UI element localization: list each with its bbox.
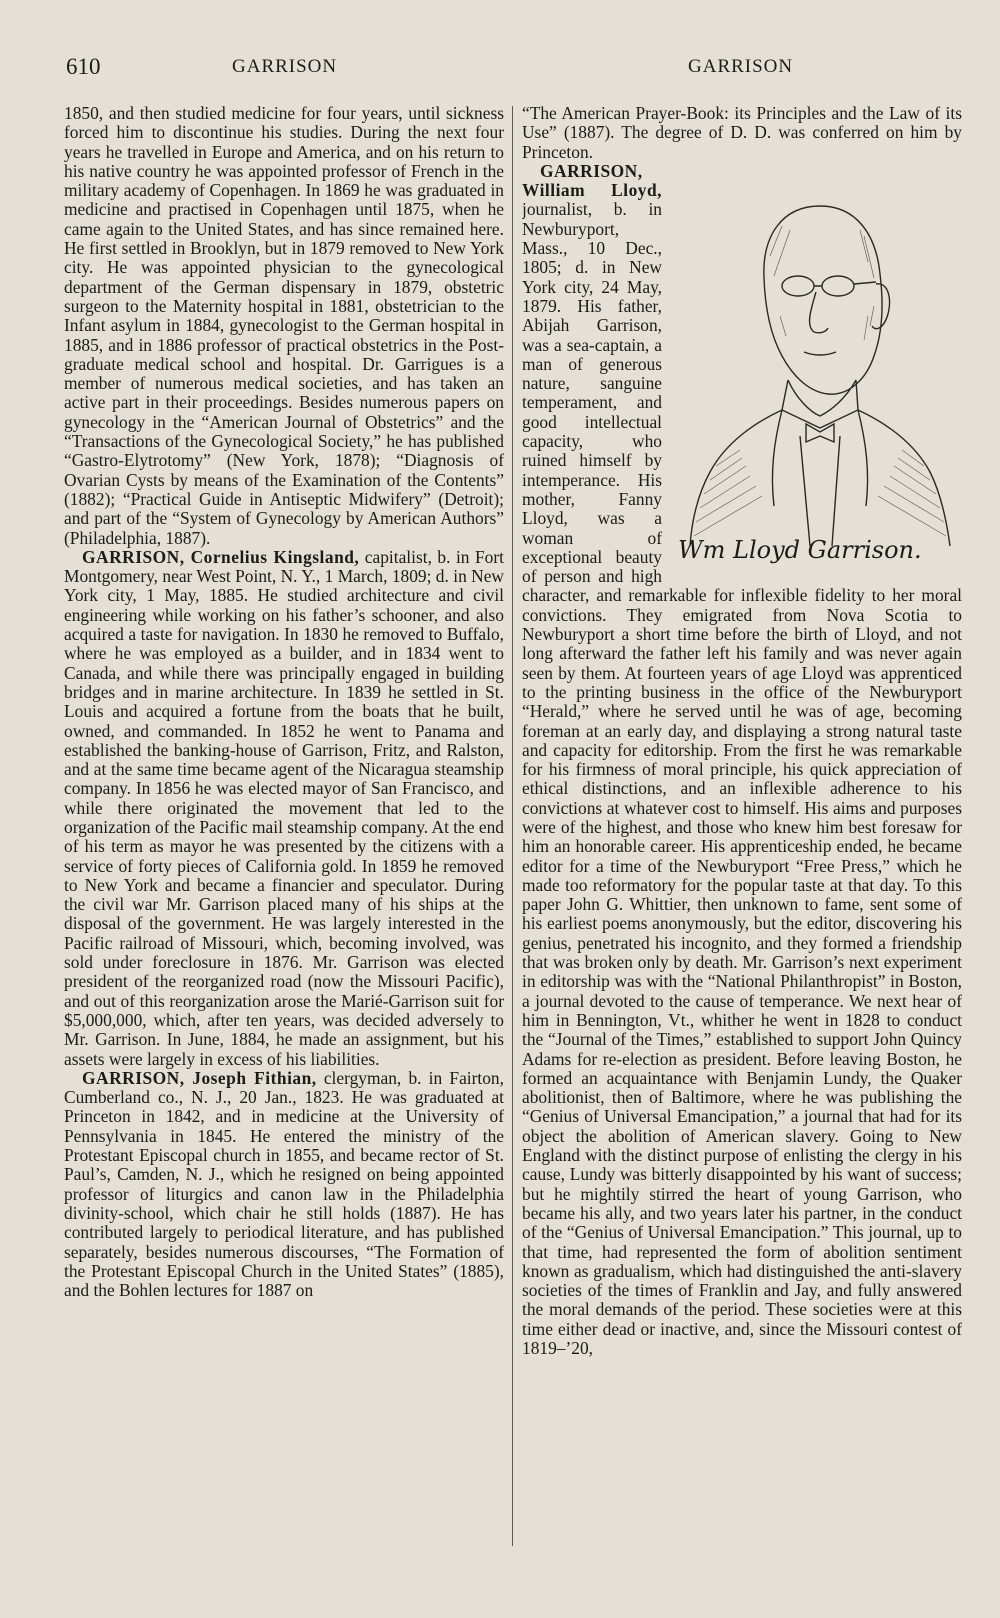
entry-joseph-fithian-garrison [64, 1069, 504, 1301]
portrait-figure [670, 166, 962, 566]
page-number: 610 [66, 54, 101, 79]
page-header [0, 54, 1000, 88]
entry-headword: GARRISON, Cornelius Kingsland, [82, 546, 360, 567]
right-column [522, 104, 962, 1604]
portrait-engraving [670, 166, 962, 566]
portrait-signature: Wm Lloyd Garrison. [678, 535, 922, 564]
running-head-left: GARRISON [232, 56, 338, 77]
entry-body: capitalist, b. in Fort Montgomery, near West Point, N. Y., 1 March, 1809; d. in New York city, 1 May, 1885. He studied architecture and civil engineering while working on his father’s schooner, and also acquired a taste for navigation. In 1830 he removed to Buffalo, where he was employed as a builder, and in 1834 went to Canada, and while there was principally engaged in building bridges and in marine architecture. In 1839 he settled in St. Louis and acquired a fortune from the boats that he built, owned, and commanded. In 1852 he went to Panama and established the banking-house of Garrison, Fritz, and Ralston, and at the same time became agent of the Nicaragua steamship company. In 1856 he was elected mayor of San Francisco, and while there originated the movement that led to the organization of the Pacific mail steamship company. At the end of his term as mayor he was presented by the citizens with a service of forty pieces of California gold. In 1859 he removed to New York and became a financier and speculator. During the civil war Mr. Garrison placed many of his ships at the disposal of the government. He was largely interested in the Pacific railroad of Missouri, which, becoming involved, was sold under foreclosure in 1876. Mr. Garrison was elected president of the reorganized road (now the Missouri Pacific), and out of this reorganization arose the Marié-Garrison suit for $5,000,000, which, after ten years, was decided adversely to Mr. Garrison. In June, 1884, he made an assignment, but his assets were largely in excess of his liabilities. [64, 546, 504, 1069]
entry-cornelius-kingsland-garrison [64, 548, 504, 1069]
entry-headword: GARRISON, Joseph Fithian, [82, 1067, 317, 1088]
entry-body: journalist, b. in Newburyport, Mass., 10 Dec., 1805; d. in New York city, 24 May, 1879. His father, Abijah Garrison, was a sea-captain, a man of generous nature, sanguine temperament, and good intellectual capacity, who ruined himself by intemperance. His mother, Fanny Lloyd, was a woman of exceptional beauty of person and high character, and remarkable for inflexible fidelity to her moral convictions. They emigrated from Nova Scotia to Newburyport a short time before the birth of Lloyd, and not long afterward the father left his family and was never again seen by them. At fourteen years of age Lloyd was apprenticed to the printing business in the office of the Newburyport “Herald,” where he served until he was of age, becoming foreman at an early day, and displaying a strong natural taste and capacity for editorship. From the first he was remarkable for his firmness of moral principle, his quick appreciation of ethical distinctions, and an inflexible adherence to his convictions at whatever cost to himself. His aims and purposes were of the highest, and those who knew him best foresaw for him an honorable career. His apprenticeship ended, he became editor for a time of the Newburyport “Free Press,” which he made too reformatory for the popular taste at that day. To this paper John G. Whittier, then unknown to fame, sent some of his earliest poems anonymously, but the editor, discovering his genius, penetrated his incognito, and they formed a friendship that was broken only by death. Mr. Garrison’s next experiment in editorship was with the “National Philanthropist” in Boston, a journal devoted to the cause of temperance. We next hear of him in Bennington, Vt., whither he went in 1828 to conduct the “Journal of the Times,” established to support John Quincy Adams for re-election as president. Before leaving Boston, he formed an acquaintance with Benjamin Lundy, the Quaker abolitionist, then of Baltimore, where he was publishing the “Genius of Universal Emancipation,” a journal that had for its object the abolition of American slavery. Going to New England with the distinct purpose of enlisting the clergy in his cause, Lundy was bitterly disappointed by his want of success; but he mightily stirred the heart of young Garrison, who became his ally, and two years later his partner, in the conduct of the “Genius of Universal Emancipation.” This journal, up to that time, had represented the form of abolition sentiment known as gradualism, which had distinguished the anti-slavery societies of the times of Franklin and Jay, and fully answered the moral demands of the period. These societies were at this time either dead or inactive, and, since the Missouri contest of 1819–’20, [522, 199, 962, 1358]
column-divider [512, 106, 513, 1546]
continued-entry-text: 1850, and then studied medicine for four years, until sickness forced him to discontinue his studies. During the next four years he travelled in Europe and America, and on his return to his native country he was appointed professor of French in the military academy of Copenhagen. In 1869 he was graduated in medicine and practised in Copenhagen until 1875, when he came again to the United States, and has since remained here. He first settled in Brooklyn, but in 1879 removed to New York city. He was appointed physician to the gynecological department of the German dispensary in 1879, obstetric surgeon to the Maternity hospital in 1881, obstetrician to the Infant asylum in 1884, gynecologist to the German hospital in 1885, and in 1886 professor of practical obstetrics in the Post-graduate medical school and hospital. Dr. Garrigues is a member of numerous medical societies, and has taken an active part in their proceedings. Besides numerous papers on gynecology in the “American Journal of Obstetrics” and the “Transactions of the Gynecological Society,” he has published “Gastro-Elytrotomy” (New York, 1878); “Diagnosis of Ovarian Cysts by means of the Examination of the Contents” (1882); “Practical Guide in Antiseptic Midwifery” (Detroit); and part of the “System of Gynecology by American Authors” (Philadelphia, 1887). [64, 104, 504, 548]
running-head-right: GARRISON [688, 56, 794, 77]
continued-entry-text: “The American Prayer-Book: its Principles and the Law of its Use” (1887). The degree of D. D. was conferred on him by Princeton. [522, 104, 962, 162]
entry-body: clergyman, b. in Fairton, Cumberland co., N. J., 20 Jan., 1823. He was graduated at Princeton in 1842, and in medicine at the University of Pennsylvania in 1845. He entered the ministry of the Protestant Episcopal church in 1855, and became rector of St. Paul’s, Camden, N. J., which he resigned on being appointed professor of liturgics and canon law in the Philadelphia divinity-school, which chair he still holds (1887). He has contributed largely to periodical literature, and has published separately, besides numerous discourses, “The Formation of the Protestant Episcopal Church in the United States” (1885), and the Bohlen lectures for 1887 on [64, 1067, 504, 1301]
entry-headword: GARRISON, William Lloyd, [522, 160, 662, 201]
left-column [64, 104, 504, 1604]
